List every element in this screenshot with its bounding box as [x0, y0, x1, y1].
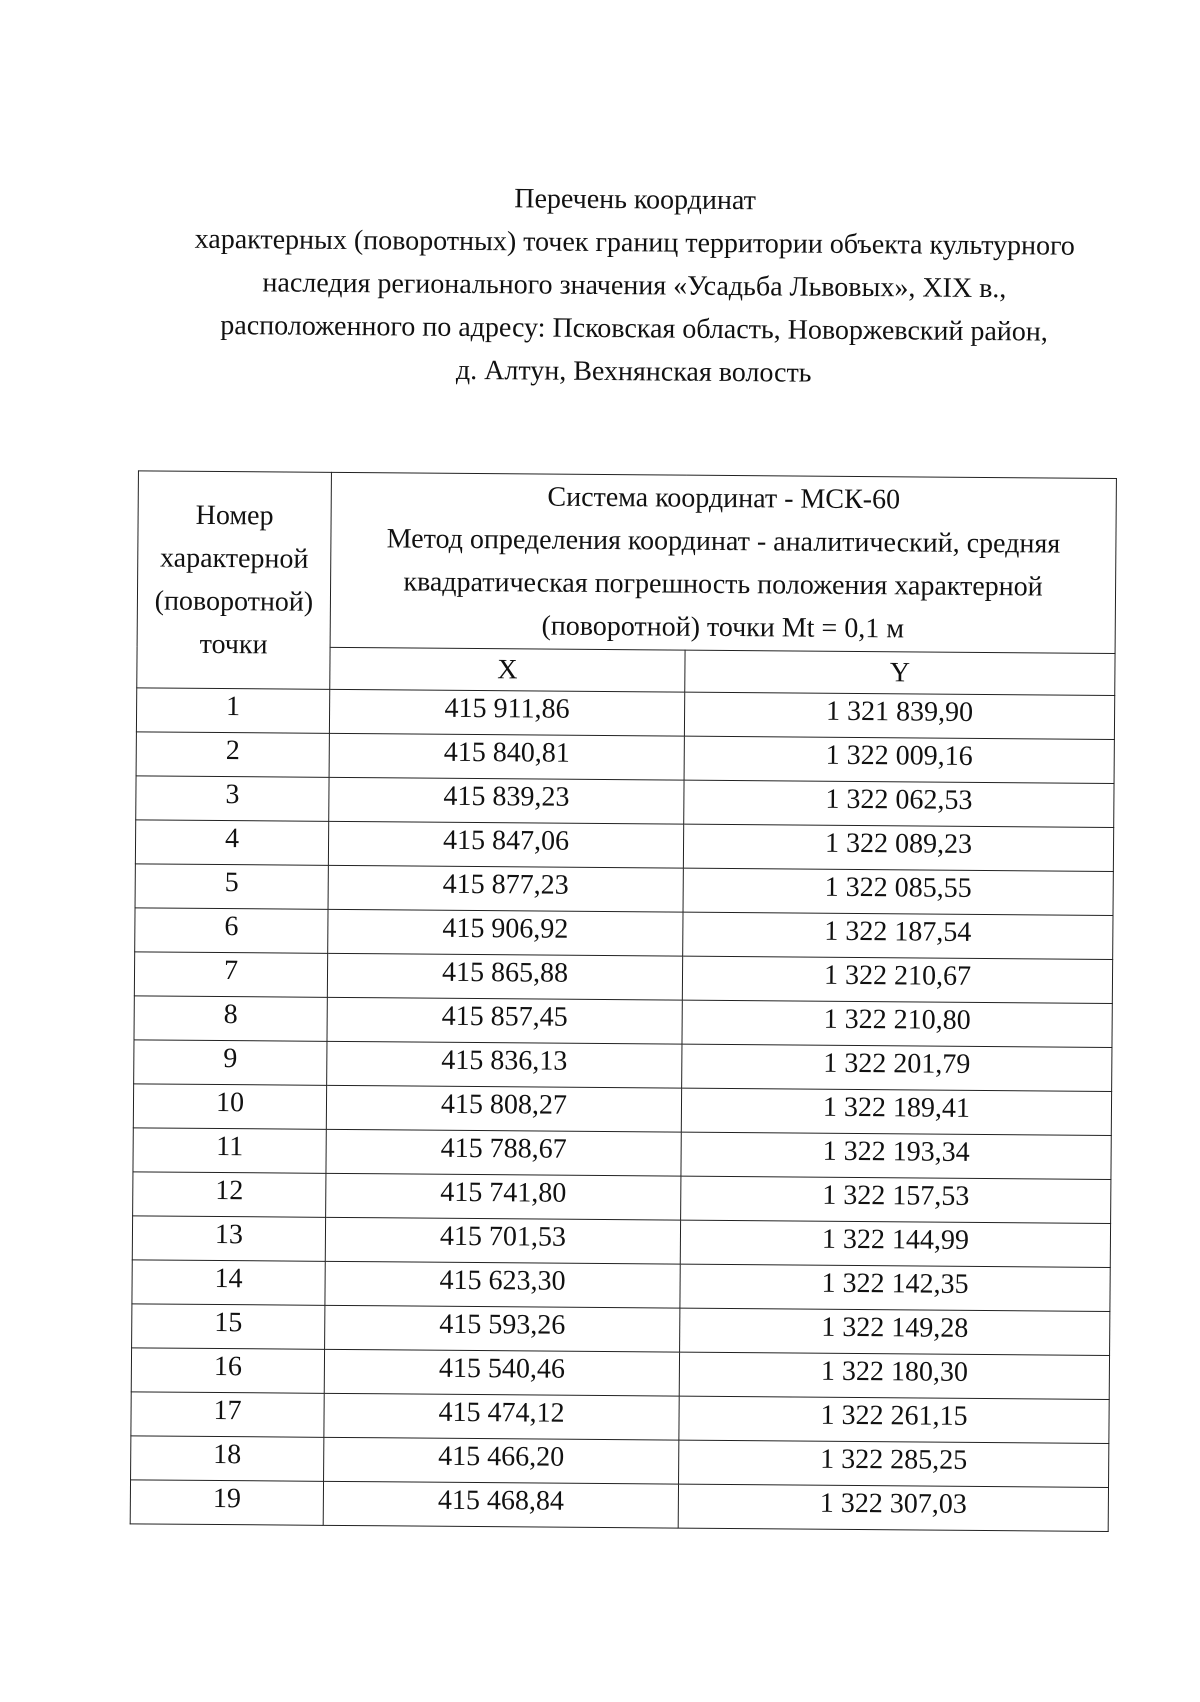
coordinate-method-line: (поворотной) точки Mt = 0,1 м [541, 610, 905, 645]
y-coordinate-cell: 1 322 187,54 [683, 912, 1113, 959]
coordinate-system-line: Система координат - МСК-60 [547, 481, 901, 516]
point-number-cell: 9 [134, 1040, 327, 1086]
point-number-cell: 5 [135, 864, 328, 910]
table-row [136, 776, 1114, 828]
x-coordinate-cell: 415 906,92 [328, 909, 683, 956]
table-row [135, 864, 1113, 916]
point-number-header [137, 471, 332, 690]
x-coordinate-cell: 415 788,67 [326, 1129, 681, 1176]
point-number-cell: 10 [133, 1084, 326, 1130]
y-coordinate-cell: 1 322 210,80 [682, 1000, 1112, 1047]
x-coordinate-cell: 415 466,20 [324, 1437, 679, 1484]
x-coordinate-cell: 415 701,53 [325, 1217, 680, 1264]
table-row [131, 1348, 1109, 1400]
x-coordinate-cell: 415 623,30 [325, 1261, 680, 1308]
point-number-cell: 18 [131, 1436, 324, 1482]
table-row [130, 1480, 1108, 1532]
x-coordinate-cell: 415 857,45 [327, 997, 682, 1044]
y-coordinate-cell: 1 322 062,53 [684, 780, 1114, 827]
title-line-3: наследия регионального значения «Усадьба Львовых», XIX в., [262, 267, 1007, 305]
x-coordinate-cell: 415 836,13 [327, 1041, 682, 1088]
point-number-header-line: Номер [195, 499, 274, 532]
x-coordinate-cell: 415 474,12 [324, 1393, 679, 1440]
table-row [134, 996, 1112, 1048]
title-line-2: характерных (поворотных) точек границ территории объекта культурного [194, 223, 1075, 262]
y-column-header: Y [685, 651, 1115, 696]
y-coordinate-cell: 1 322 149,28 [680, 1308, 1110, 1355]
point-number-header-line: точки [199, 628, 268, 661]
table-row [134, 1040, 1112, 1092]
point-number-cell: 6 [135, 908, 328, 954]
table-row [133, 1128, 1111, 1180]
table-row [133, 1172, 1111, 1224]
point-number-cell: 11 [133, 1128, 326, 1174]
table-row [132, 1304, 1110, 1356]
point-number-header-line: характерной [159, 542, 309, 575]
table-row [135, 908, 1113, 960]
title-line-1: Перечень координат [514, 183, 757, 217]
x-coordinate-cell: 415 840,81 [329, 733, 684, 780]
table-row [131, 1436, 1109, 1488]
table-row [132, 1260, 1110, 1312]
x-coordinate-cell: 415 808,27 [326, 1085, 681, 1132]
x-coordinate-cell: 415 911,86 [329, 689, 684, 736]
x-column-header: X [330, 648, 685, 692]
y-coordinate-cell: 1 322 201,79 [682, 1044, 1112, 1091]
table-row [135, 820, 1113, 872]
y-coordinate-cell: 1 322 142,35 [680, 1264, 1110, 1311]
x-coordinate-cell: 415 839,23 [329, 777, 684, 824]
point-number-header-line: (поворотной) [154, 585, 314, 618]
coordinates-table-body [130, 688, 1115, 1532]
table-row [136, 688, 1114, 740]
y-coordinate-cell: 1 322 307,03 [678, 1484, 1108, 1531]
point-number-cell: 15 [132, 1304, 325, 1350]
point-number-cell: 14 [132, 1260, 325, 1306]
coordinate-method-line: квадратическая погрешность положения характерной [403, 566, 1043, 603]
x-coordinate-cell: 415 847,06 [328, 821, 683, 868]
point-number-cell: 17 [131, 1392, 324, 1438]
document-title [154, 174, 1116, 397]
point-number-cell: 2 [136, 732, 329, 778]
y-coordinate-cell: 1 322 285,25 [679, 1440, 1109, 1487]
y-coordinate-cell: 1 322 189,41 [681, 1088, 1111, 1135]
x-coordinate-cell: 415 741,80 [326, 1173, 681, 1220]
table-row [136, 732, 1114, 784]
y-coordinate-cell: 1 322 261,15 [679, 1396, 1109, 1443]
y-coordinate-cell: 1 322 085,55 [683, 868, 1113, 915]
coordinate-method-line: Метод определения координат - аналитический, средняя [386, 523, 1061, 560]
y-coordinate-cell: 1 322 144,99 [680, 1220, 1110, 1267]
y-coordinate-cell: 1 322 089,23 [683, 824, 1113, 871]
point-number-cell: 16 [131, 1348, 324, 1394]
y-coordinate-cell: 1 322 157,53 [681, 1176, 1111, 1223]
coordinates-table [130, 470, 1117, 1532]
table-row [133, 1084, 1111, 1136]
y-coordinate-cell: 1 322 210,67 [682, 956, 1112, 1003]
point-number-cell: 19 [130, 1480, 323, 1526]
x-coordinate-cell: 415 593,26 [325, 1305, 680, 1352]
point-number-cell: 12 [133, 1172, 326, 1218]
title-line-5: д. Алтун, Вехнянская волость [455, 354, 812, 389]
point-number-cell: 1 [136, 688, 329, 734]
y-coordinate-cell: 1 322 193,34 [681, 1132, 1111, 1179]
x-coordinate-cell: 415 877,23 [328, 865, 683, 912]
y-coordinate-cell: 1 321 839,90 [684, 692, 1114, 739]
title-line-4: расположенного по адресу: Псковская область, Новоржевский район, [220, 310, 1048, 348]
table-row [131, 1392, 1109, 1444]
y-coordinate-cell: 1 322 009,16 [684, 736, 1114, 783]
point-number-cell: 8 [134, 996, 327, 1042]
table-row [134, 952, 1112, 1004]
point-number-cell: 3 [136, 776, 329, 822]
y-coordinate-cell: 1 322 180,30 [679, 1352, 1109, 1399]
x-coordinate-cell: 415 540,46 [324, 1349, 679, 1396]
x-coordinate-cell: 415 865,88 [327, 953, 682, 1000]
x-coordinate-cell: 415 468,84 [323, 1481, 678, 1528]
point-number-cell: 7 [134, 952, 327, 998]
point-number-cell: 4 [135, 820, 328, 866]
table-row [132, 1216, 1110, 1268]
coordinate-system-header [330, 472, 1116, 654]
point-number-cell: 13 [132, 1216, 325, 1262]
